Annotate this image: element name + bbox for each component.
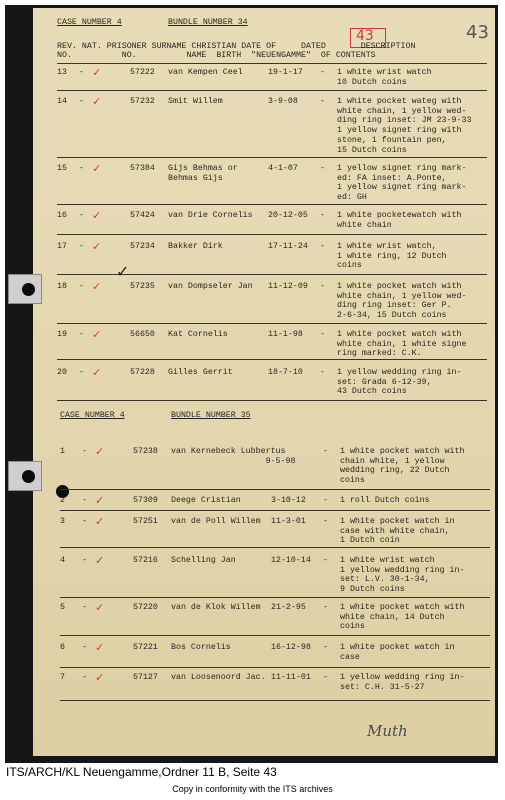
date-of-birth: 12-10-14 [271,556,311,565]
contents-description: 1 yellow signet ring mark- ed: FA inset: A.Ponte, 1 yellow signet ring mark- ed: GH [337,164,467,203]
page-number: 43 [356,28,374,44]
row-divider [57,90,487,91]
entry-number: 14 [57,97,67,106]
contents-description: 1 white pocket watch with white chain, 1 yellow wed- ding ring inset: Ger P. 2-6-34, 15 Dutch coins [337,282,467,321]
red-check-mark: ✓ [95,445,105,458]
prisoner-name: van Drie Cornelis [168,211,253,220]
prisoner-number: 57216 [133,556,158,565]
prisoner-number: 57127 [133,673,158,682]
dash-mark: - [82,556,87,565]
prisoner-name: Bos Cornelis [171,643,231,652]
dash-mark: - [82,643,87,652]
dash-mark: - [320,282,325,291]
prisoner-number: 57235 [130,282,155,291]
contents-description: 1 white pocketewatch with white chain [337,211,462,230]
prisoner-number: 57251 [133,517,158,526]
prisoner-name: Deege Cristian [171,496,241,505]
entry-number: 13 [57,68,67,77]
row-divider [60,700,490,701]
date-of-birth: 11-11-01 [271,673,311,682]
prisoner-number: 57238 [133,447,158,456]
prisoner-name: Smit Willem [168,97,223,106]
dash-mark: - [320,368,325,377]
punch-hole-top [22,283,35,296]
date-of-birth: 3-10-12 [271,496,306,505]
red-check-mark: ✓ [95,601,105,614]
contents-description: 1 white pocket watch with white chain, 14 Dutch coins [340,603,465,632]
dash-mark: - [320,242,325,251]
prisoner-name: Kat Cornelis [168,330,228,339]
red-check-mark: ✓ [92,280,102,293]
contents-description: 1 white wrist watch 1 yellow wedding ring in- set: L.V. 30-1-34, 9 Dutch coins [340,556,465,595]
dash-mark: - [320,330,325,339]
contents-description: 1 white pocket watch in case [340,643,455,662]
prisoner-number: 57234 [130,242,155,251]
prisoner-name: Schelling Jan [171,556,236,565]
dash-mark: - [320,164,325,173]
row-divider [57,204,487,205]
entry-number: 16 [57,211,67,220]
prisoner-name: van Dompseler Jan [168,282,253,291]
entry-number: 6 [60,643,65,652]
prisoner-number: 57232 [130,97,155,106]
contents-description: 1 white pocket watch in case with white chain, 1 Dutch coin [340,517,455,546]
dash-mark: - [79,97,84,106]
contents-description: 1 white wrist watch, 1 white ring, 12 Dutch coins [337,242,447,271]
prisoner-number: 57220 [133,603,158,612]
row-divider [60,489,490,490]
prisoner-name: van de Poll Willem [171,517,261,526]
prisoner-number: 57221 [133,643,158,652]
row-divider [57,157,487,158]
dash-mark: - [320,97,325,106]
red-check-mark: ✓ [95,671,105,684]
case-label-2: CASE NUMBER 4 [60,411,125,420]
red-check-mark: ✓ [92,162,102,175]
red-check-mark: ✓ [92,66,102,79]
dash-mark: - [323,496,328,505]
dash-mark: - [79,282,84,291]
prisoner-number: 57222 [130,68,155,77]
dash-mark: - [323,517,328,526]
dash-mark: - [323,556,328,565]
punch-hole-bottom [22,470,35,483]
prisoner-name: van de Klok Willem [171,603,261,612]
red-check-mark: ✓ [92,209,102,222]
prisoner-number: 57384 [130,164,155,173]
dash-mark: - [79,368,84,377]
row-divider [57,323,487,324]
prisoner-name: van Loosenoord Jac. [171,673,266,682]
handwritten-signature: Muth [367,722,408,740]
entry-number: 4 [60,556,65,565]
prisoner-name: van Kempen Ceel [168,68,243,77]
dash-mark: - [79,211,84,220]
dash-mark: - [82,447,87,456]
case-label-1: CASE NUMBER 4 [57,18,122,27]
contents-description: 1 yellow wedding ring in- set: Grada 6-12-39, 43 Dutch coins [337,368,462,397]
dash-mark: - [323,673,328,682]
date-of-birth: 3-9-08 [268,97,298,106]
date-of-birth: 11-12-09 [268,282,308,291]
entry-number: 3 [60,517,65,526]
row-divider [60,667,490,668]
archive-reference: ITS/ARCH/KL Neuengamme,Ordner 11 B, Seite 43 [6,765,277,779]
entry-number: 5 [60,603,65,612]
prisoner-name: Gilles Gerrit [168,368,233,377]
contents-description: 1 white pocket wateg with white chain, 1 yellow wed- ding ring inset: JM 23-9-33 1 yellow signet ring with stone, 1 fountain pen, 15 Dutch coins [337,97,472,155]
date-of-birth: 19-1-17 [268,68,303,77]
red-check-mark: ✓ [92,366,102,379]
corner-page-number: 43 [466,22,489,43]
dash-mark: - [82,517,87,526]
dash-mark: - [79,68,84,77]
dash-mark: - [82,603,87,612]
prisoner-number: 57228 [130,368,155,377]
entry-number: 17 [57,242,67,251]
dash-mark: - [323,447,328,456]
entry-number: 2 [60,496,65,505]
entry-number: 1 [60,447,65,456]
contents-description: 1 yellow wedding ring in- set: C.H. 31-5-27 [340,673,465,692]
row-divider [60,547,490,548]
bundle-label-1: BUNDLE NUMBER 34 [168,18,248,27]
entry-number: 7 [60,673,65,682]
date-of-birth: 11-1-98 [268,330,303,339]
contents-description: 1 white wrist watch 10 Dutch coins [337,68,432,87]
contents-description: 1 roll Dutch coins [340,496,430,505]
row-divider [57,359,487,360]
black-check-mark: ✓ [116,262,130,281]
prisoner-name: Gijs Behmas or Behmas Gijs [168,164,238,183]
bundle-label-2: BUNDLE NUMBER 35 [171,411,251,420]
row-divider [60,635,490,636]
prisoner-number: 57424 [130,211,155,220]
date-of-birth: 11-3-01 [271,517,306,526]
dash-mark: - [323,643,328,652]
row-divider [60,510,490,511]
header-rule [57,63,487,64]
dash-mark: - [79,330,84,339]
contents-description: 1 white pocket watch with chain white, 1 yellow wedding ring, 22 Dutch coins [340,447,465,486]
row-divider [60,597,490,598]
date-of-birth: 20-12-05 [268,211,308,220]
dash-mark: - [82,673,87,682]
contents-description: 1 white pocket watch with white chain, 1 white signe ring marked: C.K. [337,330,467,359]
column-headers-line2: NO. NO. NAME BIRTH "NEUENGAMME" OF CONTENTS [57,51,376,60]
red-check-mark: ✓ [92,328,102,341]
prisoner-name: van Kernebeck Lubbertus 9-5-98 [171,447,296,466]
date-of-birth: 4-1-07 [268,164,298,173]
entry-number: 18 [57,282,67,291]
entry-number: 20 [57,368,67,377]
dash-mark: - [323,603,328,612]
dash-mark: - [79,242,84,251]
red-check-mark: ✓ [95,515,105,528]
copy-conformity-note: Copy in conformity with the ITS archives [172,784,333,794]
dash-mark: - [79,164,84,173]
red-check-mark: ✓ [95,554,105,567]
date-of-birth: 16-12-98 [271,643,311,652]
prisoner-name: Bakker Dirk [168,242,223,251]
row-divider [57,400,487,401]
date-of-birth: 18-7-10 [268,368,303,377]
red-check-mark: ✓ [92,240,102,253]
prisoner-number: 57309 [133,496,158,505]
entry-number: 19 [57,330,67,339]
dash-mark: - [82,496,87,505]
row-divider [57,234,487,235]
date-of-birth: 21-2-95 [271,603,306,612]
entry-number: 15 [57,164,67,173]
dash-mark: - [320,68,325,77]
date-of-birth: 17-11-24 [268,242,308,251]
red-check-mark: ✓ [92,95,102,108]
dash-mark: - [320,211,325,220]
red-check-mark: ✓ [95,494,105,507]
prisoner-number: 56650 [130,330,155,339]
red-check-mark: ✓ [95,641,105,654]
column-headers-line1: REV. NAT. PRISONER SURNAME CHRISTIAN DATE OF DATED DESCRIPTION [57,42,416,51]
